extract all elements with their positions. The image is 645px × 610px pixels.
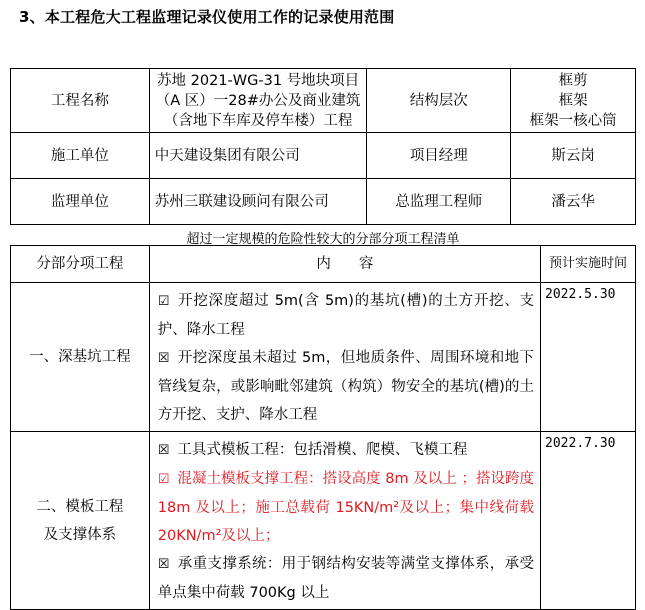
section-heading: 3、本工程危大工程监理记录仪使用工作的记录使用范围 [19,8,395,26]
crossed-box-icon: ☒ [157,351,170,366]
list-item: ☒ 开挖深度虽未超过 5m，但地质条件、周围环境和地下管线复杂，或影响毗邻建筑（构筑）物安全的基坑(槽)的土方开挖、支护、降水工程 [157,350,535,423]
project-info-table [10,68,636,225]
header-time: 预计实施时间 [541,246,636,283]
header-category: 分部分项工程 [11,246,150,283]
list-header-row [11,246,636,283]
time-cell: 2022.5.30 [541,283,636,432]
category-cell: 一、深基坑工程 [11,283,150,432]
checked-box-icon: ☑ [157,472,170,487]
construction-unit-value: 中天建设集团有限公司 [149,133,367,179]
checked-box-icon: ☑ [157,294,170,309]
time-cell: 2022.7.30 [541,432,636,610]
supervision-unit-value: 苏州三联建设顾问有限公司 [149,179,367,225]
list-item: ☑ 开挖深度超过 5m(含 5m)的基坑(槽)的土方开挖、支护、降水工程 [157,293,535,338]
structure-value: 框剪 框架 框架一核心筒 [511,69,636,133]
hazard-project-list-table [10,245,636,610]
list-caption: 超过一定规模的危险性较大的分部分项工程清单 [186,232,460,247]
category-cell: 二、模板工程 及支撑体系 [11,432,150,610]
project-name-value: 苏地 2021-WG-31 号地块项目 （A 区）一28#办公及商业建筑 （含地下车库及停车楼）工程 [149,69,367,133]
project-manager-value: 斯云岗 [511,133,636,179]
table-row [11,283,636,432]
list-item: ☑ 混凝土模板支撑工程：搭设高度 8m 及以上 ；搭设跨度 18m 及以上；施工总载荷 15KN/m²及以上；集中线荷载 20KN/m²及以上； [157,471,535,544]
content-cell [149,283,540,432]
list-item: ☒ 承重支撑系统：用于钢结构安装等满堂支撑体系，承受单点集中荷载 700Kg 以上 [157,556,535,601]
crossed-box-icon: ☒ [157,443,170,458]
supervision-unit-label: 监理单位 [11,179,150,225]
construction-unit-label: 施工单位 [11,133,150,179]
chief-supervisor-label: 总监理工程师 [367,179,511,225]
table-row [11,432,636,610]
content-cell [149,432,540,610]
header-content: 内容 [149,246,540,283]
crossed-box-icon: ☒ [157,557,170,572]
project-manager-label: 项目经理 [367,133,511,179]
structure-label: 结构层次 [367,69,511,133]
list-item: ☒ 工具式模板工程：包括滑模、爬模、飞模工程 [157,442,468,458]
chief-supervisor-value: 潘云华 [511,179,636,225]
project-name-label: 工程名称 [11,69,150,133]
